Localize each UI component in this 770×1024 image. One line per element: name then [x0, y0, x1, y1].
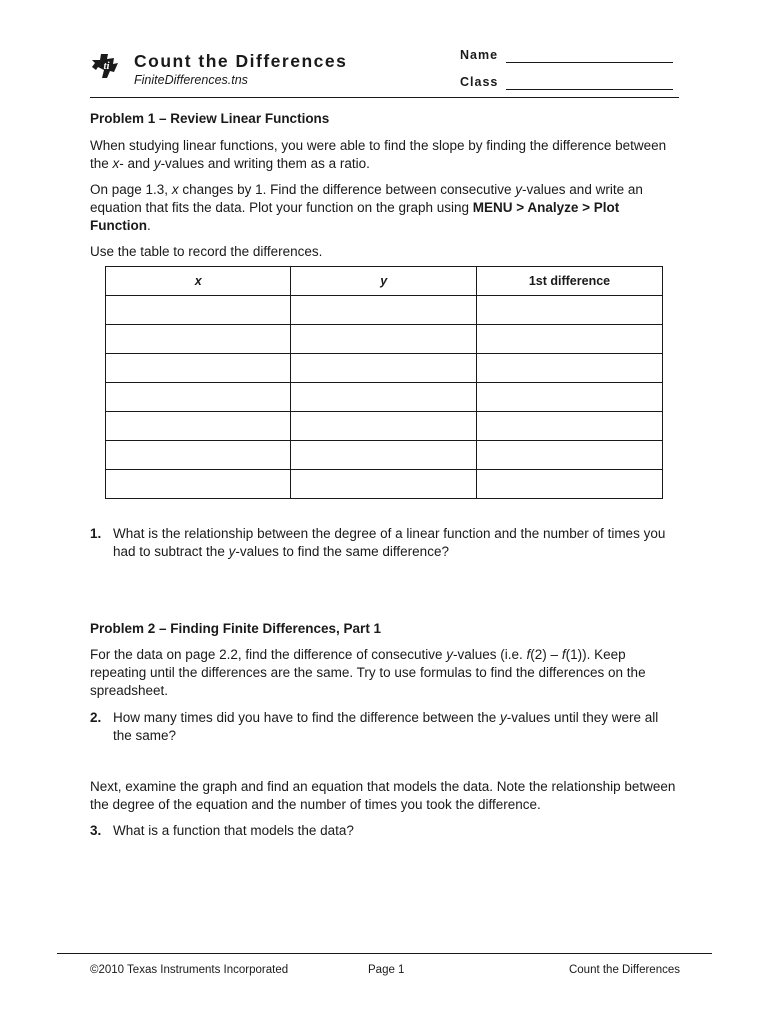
question-2-number: 2.	[90, 710, 102, 725]
footer-page-number: Page 1	[368, 964, 405, 976]
text-run: (2) –	[530, 647, 562, 662]
problem-2-intro	[90, 646, 680, 700]
table-cell[interactable]	[476, 354, 662, 383]
footer-doc-title: Count the Differences	[568, 964, 680, 976]
footer-copyright: ©2010 Texas Instruments Incorporated	[90, 964, 289, 976]
text-run: When studying linear functions, you were able to find the slope by finding the difference between the	[90, 138, 667, 171]
table-cell[interactable]	[106, 296, 291, 325]
table-cell[interactable]	[291, 441, 476, 470]
problem-1-intro	[90, 137, 680, 173]
problem-1-instructions	[90, 181, 680, 235]
table-row	[106, 470, 663, 499]
table-cell[interactable]	[291, 470, 476, 499]
file-name: FiniteDifferences.tns	[134, 73, 248, 87]
table-row	[106, 296, 663, 325]
italic-variable: f	[561, 647, 566, 662]
text-run: -values (i.e.	[453, 647, 527, 662]
bold-text: MENU > Analyze > Plot Function	[90, 200, 620, 233]
column-header-y: y	[291, 267, 476, 296]
page-title: Count the Differences	[134, 51, 348, 71]
table-cell[interactable]	[291, 325, 476, 354]
table-cell[interactable]	[106, 325, 291, 354]
italic-variable: y	[499, 710, 507, 725]
text-run: .	[147, 218, 151, 233]
text-run: -values and write an equation that fits the data. Plot your function on the graph using	[90, 182, 643, 215]
text-run: - and	[119, 156, 154, 171]
table-cell[interactable]	[291, 383, 476, 412]
table-cell[interactable]	[106, 383, 291, 412]
question-3-number: 3.	[90, 823, 102, 838]
table-cell[interactable]	[476, 296, 662, 325]
text-run: What is the relationship between the degree of a linear function and the number of times you had to subtract the	[113, 526, 666, 559]
class-label: Class	[460, 75, 499, 89]
name-blank-line	[506, 62, 673, 63]
question-1-number: 1.	[90, 526, 102, 541]
svg-text:ti: ti	[103, 60, 110, 72]
text-run: What is a function that models the data?	[113, 823, 354, 838]
text-run: -values until they were all the same?	[113, 710, 659, 743]
question-1-text	[113, 525, 680, 561]
table-cell[interactable]	[476, 470, 662, 499]
table-prompt: Use the table to record the differences.	[90, 244, 323, 259]
text-run: changes by 1. Find the difference between consecutive	[178, 182, 516, 197]
problem-2-next: Next, examine the graph and find an equation that models the data. Note the relationship between the degree of the equation and the number of times you took the difference.	[90, 779, 676, 812]
class-blank-line	[506, 89, 673, 90]
table-cell[interactable]	[476, 383, 662, 412]
table-cell[interactable]	[291, 296, 476, 325]
italic-variable: x	[112, 156, 120, 171]
italic-variable: y	[153, 156, 161, 171]
table-row	[106, 383, 663, 412]
table-cell[interactable]	[106, 354, 291, 383]
table-cell[interactable]	[476, 441, 662, 470]
text-run: (1)). Keep repeating until the differences are the same. Try to use formulas to find the differences on the spreadsheet.	[90, 647, 646, 698]
problem-1-heading: Problem 1 – Review Linear Functions	[90, 111, 330, 126]
italic-variable: y	[446, 647, 453, 662]
text-run: -values and writing them as a ratio.	[160, 156, 370, 171]
header-divider	[90, 97, 679, 98]
table-cell[interactable]	[291, 354, 476, 383]
name-label: Name	[460, 48, 499, 62]
problem-2-heading: Problem 2 – Finding Finite Differences, Part 1	[90, 621, 382, 636]
differences-table	[105, 266, 663, 499]
text-run: How many times did you have to find the difference between the	[113, 710, 500, 725]
text-run: -values to find the same difference?	[235, 544, 449, 559]
italic-variable: x	[171, 182, 179, 197]
table-row	[106, 354, 663, 383]
table-cell[interactable]	[106, 412, 291, 441]
italic-variable: y	[228, 544, 236, 559]
table-row	[106, 441, 663, 470]
table-cell[interactable]	[106, 470, 291, 499]
table-cell[interactable]	[291, 412, 476, 441]
table-cell[interactable]	[476, 325, 662, 354]
italic-variable: y	[515, 182, 523, 197]
table-row	[106, 325, 663, 354]
text-run: On page 1.3,	[90, 182, 172, 197]
table-row	[106, 412, 663, 441]
question-2-text	[113, 709, 680, 745]
table-cell[interactable]	[476, 412, 662, 441]
italic-variable: f	[526, 647, 531, 662]
text-run: For the data on page 2.2, find the difference of consecutive	[90, 647, 447, 662]
question-3-text	[113, 822, 680, 840]
column-header-1st-difference: 1st difference	[476, 267, 662, 296]
texas-instruments-logo-icon	[90, 50, 122, 82]
table-header-row	[106, 267, 663, 296]
table-cell[interactable]	[106, 441, 291, 470]
column-header-x: x	[106, 267, 291, 296]
footer-divider	[57, 953, 712, 954]
